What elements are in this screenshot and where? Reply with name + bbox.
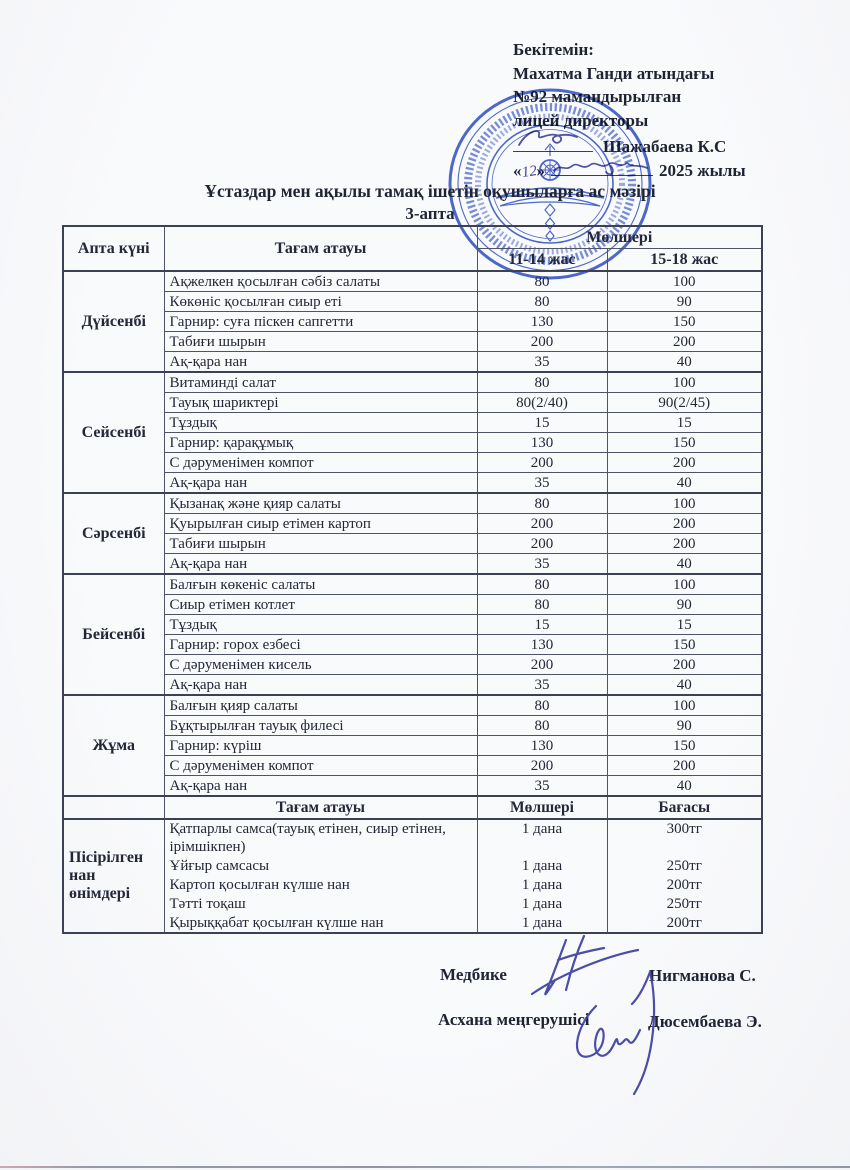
bakery-row (63, 894, 762, 913)
amount-15-18-cell: 200 (607, 332, 762, 352)
bakery-amount-cell: 1 дана (477, 894, 607, 913)
dish-cell: Табиғи шырын (164, 534, 477, 554)
amount-15-18-cell: 40 (607, 473, 762, 494)
bakery-amount-cell: 1 дана (477, 819, 607, 856)
amount-15-18-cell: 150 (607, 736, 762, 756)
menu-row (63, 595, 762, 615)
amount-11-14-cell: 80 (477, 595, 607, 615)
amount-11-14-cell: 80 (477, 695, 607, 716)
menu-row (63, 534, 762, 554)
bakery-price-cell: 250тг (607, 894, 762, 913)
bakery-dish-cell: Тәтті тоқаш (164, 894, 477, 913)
amount-11-14-cell: 80 (477, 292, 607, 312)
approval-label: Бекітемін: (513, 40, 594, 59)
amount-11-14-cell: 15 (477, 615, 607, 635)
amount-11-14-cell: 200 (477, 655, 607, 675)
header-row-1 (63, 226, 762, 249)
month-line (551, 161, 653, 176)
menu-row (63, 292, 762, 312)
amount-15-18-cell: 100 (607, 574, 762, 595)
bakery-dish-cell: Қатпарлы самса(тауық етінен, сиыр етінен, ірімшікпен) (164, 819, 477, 856)
amount-11-14-cell: 130 (477, 635, 607, 655)
menu-row (63, 716, 762, 736)
menu-row (63, 554, 762, 575)
amount-15-18-cell: 40 (607, 776, 762, 797)
day-name-cell: Дүйсенбі (63, 271, 164, 372)
approval-block (513, 38, 823, 183)
dish-cell: Витаминді салат (164, 372, 477, 393)
bakery-amount-header-cell: Мөлшері (477, 796, 607, 819)
bakery-dish-header-cell: Тағам атауы (164, 796, 477, 819)
amount-15-18-cell: 200 (607, 514, 762, 534)
amount-11-14-cell: 80 (477, 574, 607, 595)
open-quote: « (513, 161, 522, 180)
dish-cell: С дәруменімен компот (164, 756, 477, 776)
dish-cell: Ақ-қара нан (164, 473, 477, 494)
amount-11-14-cell: 80 (477, 271, 607, 292)
bakery-amount-cell: 1 дана (477, 913, 607, 933)
bakery-group-name-cell: Пісірілген нан өнімдері (63, 819, 164, 933)
bakery-row (63, 856, 762, 875)
amount-15-18-cell: 200 (607, 453, 762, 473)
menu-row (63, 433, 762, 453)
org-name-line1: Махатма Ганди атындағы (513, 63, 715, 83)
signature-line (513, 137, 593, 152)
org-name-line2: №92 мамандырылған (513, 87, 682, 106)
manager-name: Дюсембаева Э. (648, 1012, 762, 1031)
menu-row (63, 776, 762, 797)
dish-cell: Ақжелкен қосылған сәбіз салаты (164, 271, 477, 292)
amount-11-14-cell: 130 (477, 312, 607, 332)
handwritten-day: 12 (520, 163, 538, 181)
menu-row (63, 756, 762, 776)
menu-row (63, 695, 762, 716)
menu-row (63, 352, 762, 373)
amount-15-18-cell: 200 (607, 756, 762, 776)
amount-15-18-cell: 40 (607, 554, 762, 575)
amount-15-18-cell: 40 (607, 675, 762, 696)
bakery-header-row (63, 796, 762, 819)
menu-row (63, 413, 762, 433)
amount-15-18-cell: 90 (607, 595, 762, 615)
day-name-cell: Жұма (63, 695, 164, 796)
menu-row (63, 736, 762, 756)
menu-row (63, 514, 762, 534)
amount-11-14-cell: 80 (477, 493, 607, 514)
amount-11-14-cell: 35 (477, 473, 607, 494)
dish-cell: Қуырылған сиыр етімен картоп (164, 514, 477, 534)
week-subtitle: 3-апта (405, 204, 455, 223)
amount-15-18-cell: 40 (607, 352, 762, 373)
amount-11-14-cell: 35 (477, 675, 607, 696)
dish-cell: Гарнир: қарақұмық (164, 433, 477, 453)
director-signature-scribble (515, 125, 591, 151)
amount-11-14-cell: 35 (477, 352, 607, 373)
dish-cell: Ақ-қара нан (164, 554, 477, 575)
amount-11-14-cell: 80 (477, 372, 607, 393)
dish-cell: Балғын көкеніс салаты (164, 574, 477, 595)
age-11-14-header: 11-14 жас (477, 249, 607, 272)
day-name-cell: Бейсенбі (63, 574, 164, 695)
amount-11-14-cell: 80(2/40) (477, 393, 607, 413)
approval-date-row (513, 159, 823, 183)
amount-15-18-cell: 150 (607, 312, 762, 332)
amount-11-14-cell: 35 (477, 776, 607, 797)
approver-name: Шажабаева К.С (603, 137, 727, 156)
scan-edge-artifact (0, 1166, 850, 1168)
dish-cell: Тұздық (164, 413, 477, 433)
dish-cell: Ақ-қара нан (164, 675, 477, 696)
amount-11-14-cell: 200 (477, 514, 607, 534)
menu-row (63, 393, 762, 413)
day-name-cell: Сейсенбі (63, 372, 164, 493)
nurse-label: Медбике (440, 965, 507, 984)
amount-15-18-cell: 100 (607, 493, 762, 514)
bakery-row (63, 819, 762, 856)
dish-cell: С дәруменімен компот (164, 453, 477, 473)
menu-row (63, 372, 762, 393)
dish-cell: Ақ-қара нан (164, 352, 477, 373)
menu-table (62, 225, 763, 934)
dish-cell: Сиыр етімен котлет (164, 595, 477, 615)
dish-cell: Ақ-қара нан (164, 776, 477, 797)
bakery-dish-cell: Ұйғыр самсасы (164, 856, 477, 875)
menu-row (63, 655, 762, 675)
bakery-price-cell: 200тг (607, 875, 762, 894)
dish-cell: Гарнир: горох езбесі (164, 635, 477, 655)
menu-row (63, 493, 762, 514)
amount-15-18-cell: 150 (607, 433, 762, 453)
director-signature-row (513, 135, 823, 159)
approval-year: 2025 жылы (659, 161, 746, 180)
amount-15-18-cell: 100 (607, 271, 762, 292)
bakery-row (63, 913, 762, 933)
age-15-18-header: 15-18 жас (607, 249, 762, 272)
bakery-dish-cell: Қырыққабат қосылған күлше нан (164, 913, 477, 933)
bakery-header-empty-cell (63, 796, 164, 819)
amount-15-18-cell: 90 (607, 716, 762, 736)
amount-15-18-cell: 100 (607, 372, 762, 393)
dish-cell: Табиғи шырын (164, 332, 477, 352)
dish-cell: Қызанақ және қияр салаты (164, 493, 477, 514)
bakery-row (63, 875, 762, 894)
amount-15-18-cell: 90 (607, 292, 762, 312)
amount-11-14-cell: 200 (477, 453, 607, 473)
bakery-amount-cell: 1 дана (477, 856, 607, 875)
day-name-cell: Сәрсенбі (63, 493, 164, 574)
amount-11-14-cell: 80 (477, 716, 607, 736)
menu-row (63, 574, 762, 595)
menu-row (63, 635, 762, 655)
handwritten-month-scribble (551, 159, 651, 177)
amount-15-18-cell: 90(2/45) (607, 393, 762, 413)
dish-cell: Балғын қияр салаты (164, 695, 477, 716)
bakery-price-header-cell: Бағасы (607, 796, 762, 819)
org-name-line3: лицей директоры (513, 110, 649, 130)
dish-cell: Тұздық (164, 615, 477, 635)
menu-row (63, 271, 762, 292)
amount-11-14-cell: 200 (477, 534, 607, 554)
menu-table-container (62, 225, 763, 934)
dish-cell: Гарнир: суға піскен сапгетти (164, 312, 477, 332)
dish-cell: Тауық шариктері (164, 393, 477, 413)
menu-row (63, 332, 762, 352)
manager-label: Асхана меңгерушісі (438, 1010, 590, 1029)
document-title: Ұстаздар мен ақылы тамақ ішетін оқушыларға ас мәзірі (204, 181, 656, 201)
bakery-dish-cell: Картоп қосылған күлше нан (164, 875, 477, 894)
dish-cell: С дәруменімен кисель (164, 655, 477, 675)
amount-11-14-cell: 15 (477, 413, 607, 433)
amount-15-18-cell: 15 (607, 413, 762, 433)
amount-15-18-cell: 200 (607, 655, 762, 675)
amount-15-18-cell: 200 (607, 534, 762, 554)
amount-15-18-cell: 150 (607, 635, 762, 655)
amount-11-14-cell: 130 (477, 736, 607, 756)
amount-15-18-cell: 15 (607, 615, 762, 635)
menu-row (63, 453, 762, 473)
amount-11-14-cell: 130 (477, 433, 607, 453)
dish-column-header: Тағам атауы (164, 226, 477, 271)
menu-row (63, 312, 762, 332)
bakery-price-cell: 250тг (607, 856, 762, 875)
day-column-header: Апта күні (63, 226, 164, 271)
menu-table-body (63, 271, 762, 933)
dish-cell: Гарнир: күріш (164, 736, 477, 756)
bakery-price-cell: 300тг (607, 819, 762, 856)
menu-row (63, 675, 762, 696)
nurse-name: Нигманова С. (649, 966, 756, 985)
close-quote: » (536, 161, 545, 180)
dish-cell: Көкөніс қосылған сиыр еті (164, 292, 477, 312)
amount-11-14-cell: 200 (477, 332, 607, 352)
bakery-price-cell: 200тг (607, 913, 762, 933)
bakery-amount-cell: 1 дана (477, 875, 607, 894)
menu-row (63, 615, 762, 635)
amount-column-header: Мөлшері (477, 226, 762, 249)
amount-15-18-cell: 100 (607, 695, 762, 716)
dish-cell: Бұқтырылған тауық филесі (164, 716, 477, 736)
menu-row (63, 473, 762, 494)
amount-11-14-cell: 200 (477, 756, 607, 776)
amount-11-14-cell: 35 (477, 554, 607, 575)
